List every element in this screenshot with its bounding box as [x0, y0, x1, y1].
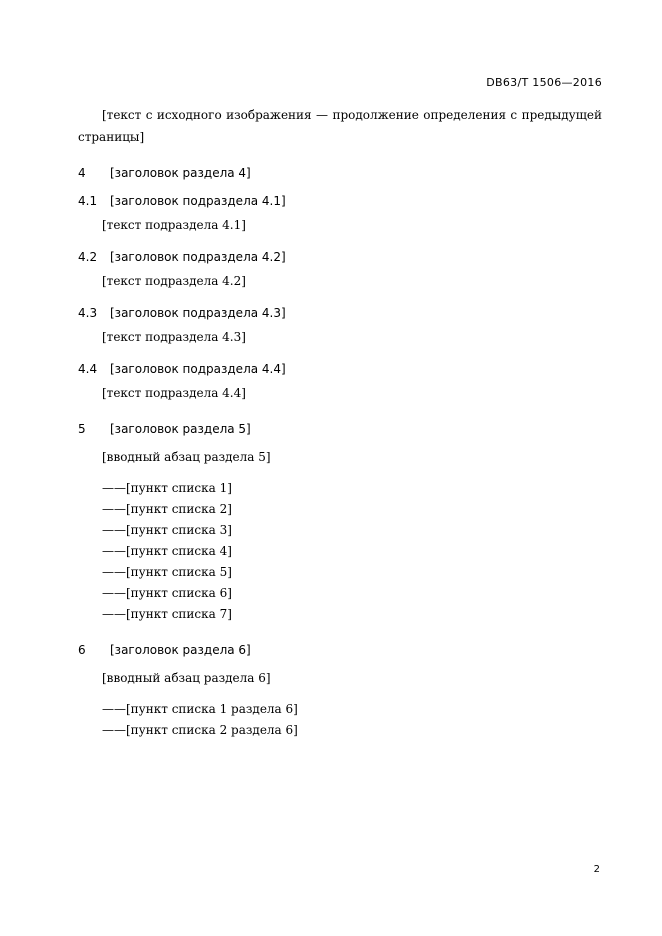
list-dash: ——	[102, 544, 126, 558]
list-dash: ——	[102, 481, 126, 495]
list-dash: ——	[102, 565, 126, 579]
list-item-text: [пункт списка 3]	[126, 523, 232, 537]
subsection-title: [заголовок подраздела 4.4]	[110, 362, 286, 376]
list-dash: ——	[102, 723, 126, 737]
list-item	[78, 604, 602, 625]
section-title: [заголовок раздела 4]	[110, 166, 251, 180]
subsection-title: [заголовок подраздела 4.3]	[110, 306, 286, 320]
section-title: [заголовок раздела 5]	[110, 422, 251, 436]
section-number: 6	[78, 643, 86, 657]
list-dash: ——	[102, 586, 126, 600]
section-5-heading	[78, 418, 602, 440]
list-item	[78, 499, 602, 520]
list-item-text: [пункт списка 2 раздела 6]	[126, 723, 298, 737]
list-item	[78, 562, 602, 583]
intro-paragraph: [текст с исходного изображения — продолжение определения с предыдущей страницы]	[78, 108, 602, 144]
subsection-4-1-heading	[78, 190, 602, 212]
subsection-4-2-text: [текст подраздела 4.2]	[102, 274, 246, 288]
subsection-number: 4.4	[78, 362, 98, 376]
section-6-text: [вводный абзац раздела 6]	[102, 671, 271, 685]
subsection-title: [заголовок подраздела 4.2]	[110, 250, 286, 264]
page-number: 2	[593, 864, 600, 875]
list-item-text: [пункт списка 6]	[126, 586, 232, 600]
subsection-4-1-text: [текст подраздела 4.1]	[102, 218, 246, 232]
list-dash: ——	[102, 502, 126, 516]
section-title: [заголовок раздела 6]	[110, 643, 251, 657]
list-item-text: [пункт списка 5]	[126, 565, 232, 579]
subsection-title: [заголовок подраздела 4.1]	[110, 194, 286, 208]
list-item	[78, 583, 602, 604]
list-item	[78, 541, 602, 562]
subsection-4-4-text: [текст подраздела 4.4]	[102, 386, 246, 400]
subsection-number: 4.3	[78, 306, 98, 320]
list-dash: ——	[102, 607, 126, 621]
subsection-4-3-heading	[78, 302, 602, 324]
standard-code-header: DB63/T 1506—2016	[486, 76, 602, 89]
section-6-list	[78, 699, 602, 741]
list-item	[78, 720, 602, 741]
list-item-text: [пункт списка 1]	[126, 481, 232, 495]
list-dash: ——	[102, 523, 126, 537]
section-5-text: [вводный абзац раздела 5]	[102, 450, 271, 464]
list-item-text: [пункт списка 7]	[126, 607, 232, 621]
list-item	[78, 520, 602, 541]
section-number: 4	[78, 166, 86, 180]
list-item	[78, 699, 602, 720]
section-4-heading	[78, 162, 602, 184]
list-item	[78, 478, 602, 499]
list-item-text: [пункт списка 2]	[126, 502, 232, 516]
section-5-list	[78, 478, 602, 625]
section-6-heading	[78, 639, 602, 661]
subsection-number: 4.2	[78, 250, 98, 264]
subsection-4-4-heading	[78, 358, 602, 380]
list-item-text: [пункт списка 4]	[126, 544, 232, 558]
subsection-4-2-heading	[78, 246, 602, 268]
list-dash: ——	[102, 702, 126, 716]
subsection-number: 4.1	[78, 194, 98, 208]
list-item-text: [пункт списка 1 раздела 6]	[126, 702, 298, 716]
section-number: 5	[78, 422, 86, 436]
document-body	[78, 104, 602, 751]
subsection-4-3-text: [текст подраздела 4.3]	[102, 330, 246, 344]
